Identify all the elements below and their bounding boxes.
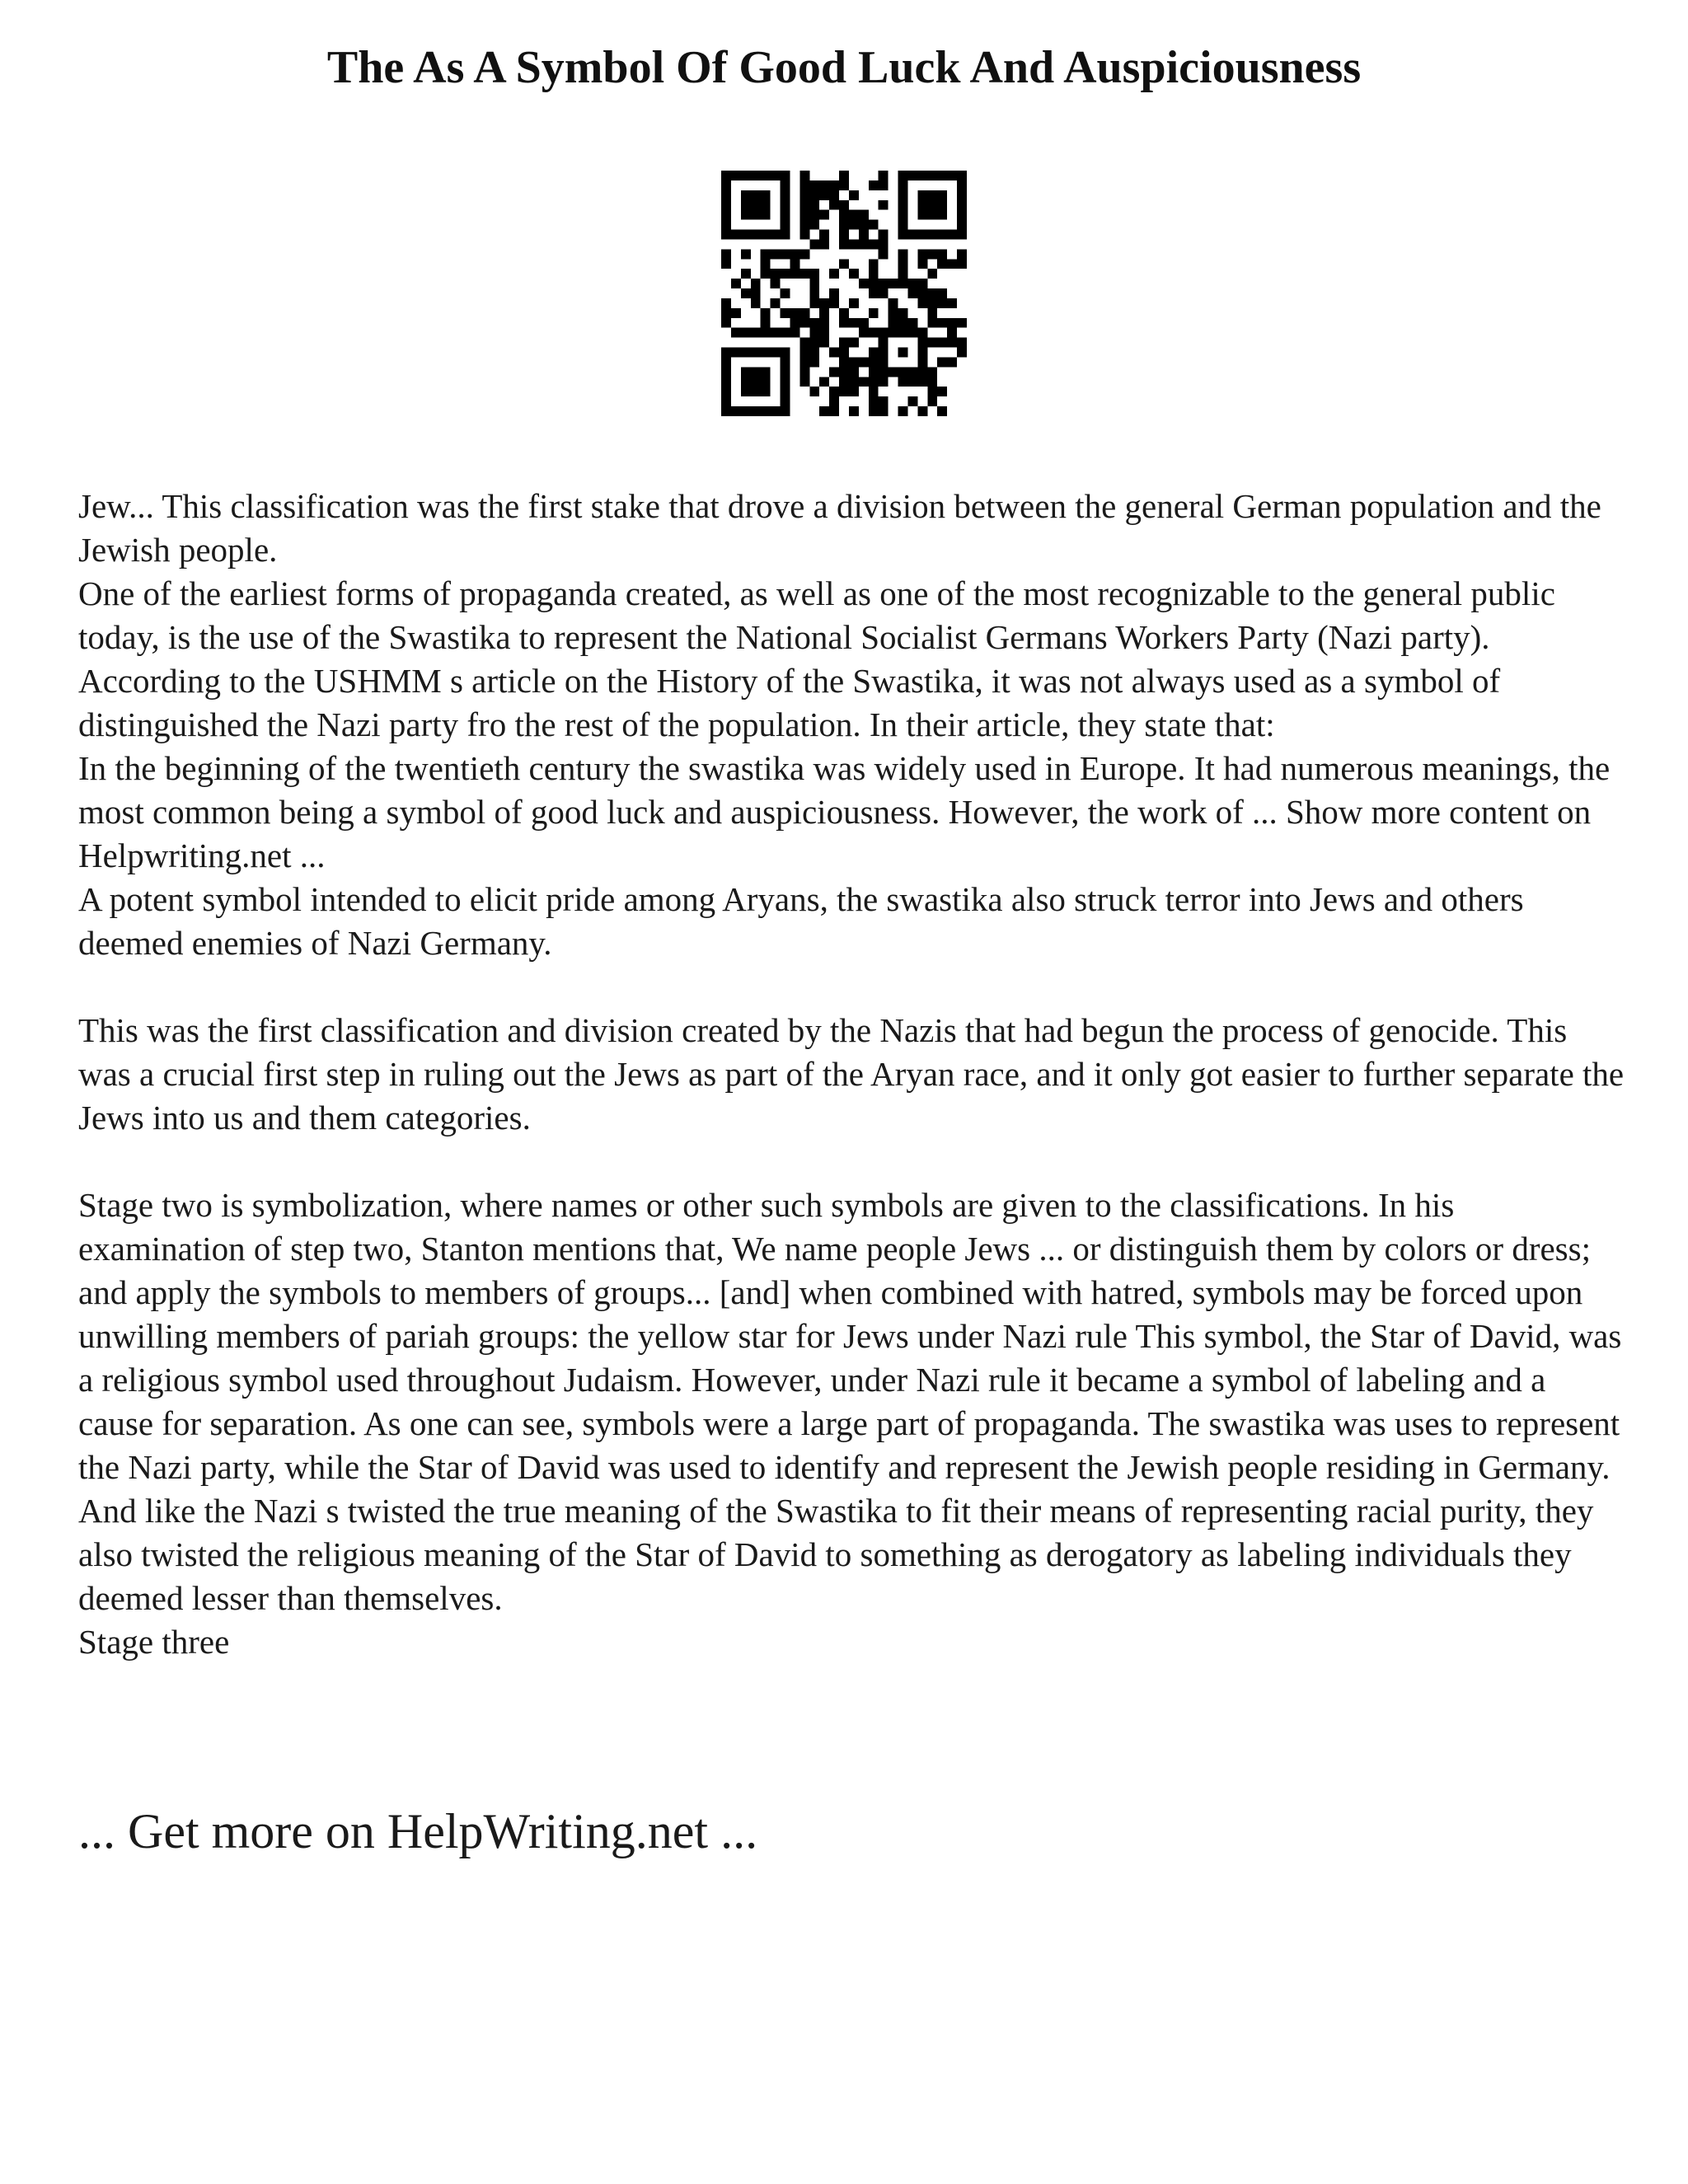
paragraph-1: Jew... This classification was the first stake that drove a division between the general German population and the Jewish people. [78, 487, 1601, 569]
paragraph-5: This was the first classification and division created by the Nazis that had begun the process of genocide. This was a crucial first step in ruling out the Jews as part of the Aryan race, and it only got easier to further separate the Jews into us and them categories. [78, 1011, 1625, 1137]
page-title: The As A Symbol Of Good Luck And Auspiciousness [326, 42, 1362, 93]
paragraph-6: Stage two is symbolization, where names or other such symbols are given to the classifications. In his examination of step two, Stanton mentions that, We name people Jews ... or distinguish them by colors or dress; and apply the symbols to members of groups... [and] when combined with hatred, symbols may be forced upon unwilling members of pariah groups: the yellow star for Jews under Nazi rule This symbol, the Star of David, was a religious symbol used throughout Judaism. However, under Nazi rule it became a symbol of labeling and a cause for separation. As one can see, symbols were a large part of propaganda. The swastika was uses to represent the Nazi party, while the Star of David was used to identify and represent the Jewish people residing in Germany. And like the Nazi s twisted the true meaning of the Swastika to fit their means of representing racial purity, they also twisted the religious meaning of the Star of David to something as derogatory as labeling individuals they deemed lesser than themselves. [78, 1186, 1622, 1617]
paragraph-7: Stage three [78, 1623, 230, 1661]
paragraph-3: In the beginning of the twentieth century the swastika was widely used in Europe. It had numerous meanings, the most common being a symbol of good luck and auspiciousness. However, the work of ... Show more content on Helpwriting.net ... [78, 749, 1611, 874]
get-more-link[interactable]: ... Get more on HelpWriting.net ... [78, 1804, 758, 1858]
paragraph-4: A potent symbol intended to elicit pride among Aryans, the swastika also struck terror into Jews and others deemed enemies of Nazi Germany. [78, 880, 1524, 962]
paragraph-spacer [78, 965, 1628, 1009]
qr-code-icon [721, 171, 967, 416]
paragraph-spacer [78, 1140, 1628, 1183]
paragraph-2: One of the earliest forms of propaganda created, as well as one of the most recognizable to the general public today, is the use of the Swastika to represent the National Socialist Germans Workers Party (Nazi party). According to the USHMM s article on the History of the Swastika, it was not always used as a symbol of distinguished the Nazi party fro the rest of the population. In their article, they state that: [78, 574, 1555, 743]
document-body [78, 485, 1628, 1664]
